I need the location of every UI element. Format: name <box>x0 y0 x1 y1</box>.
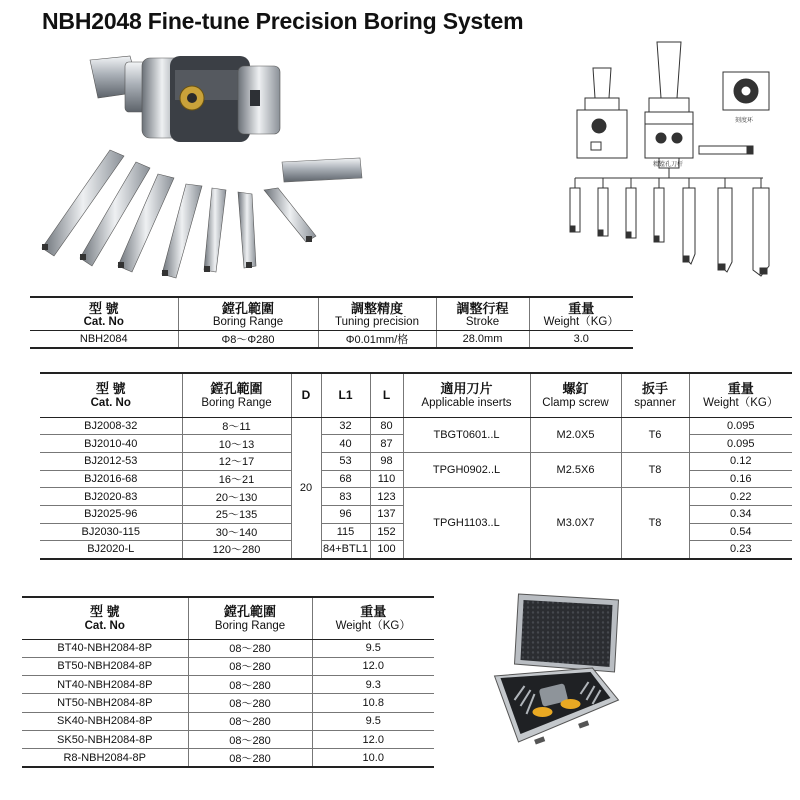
table-cell: 83 <box>321 488 370 506</box>
table-cell: BJ2012-53 <box>40 452 182 470</box>
table-cell: 型 號 <box>88 301 119 316</box>
table-cell: M2.0X5 <box>530 417 621 452</box>
table-cell: Boring Range <box>212 315 284 328</box>
table-cell: Weight（KG） <box>703 396 779 409</box>
table-row <box>40 452 792 470</box>
table-cell: 調整精度 <box>350 301 403 316</box>
boring-tools-photo <box>20 40 400 290</box>
table-cell: 08～280 <box>188 676 312 694</box>
table-cell: Clamp screw <box>542 396 609 409</box>
table-row <box>22 676 434 694</box>
table-cell: 20 <box>291 417 321 559</box>
table-cell: BJ2025-96 <box>40 505 182 523</box>
table-cell: BJ2010-40 <box>40 435 182 453</box>
table-cell: 0.16 <box>689 470 792 488</box>
table-cell: 08～280 <box>188 749 312 767</box>
table-cell: 0.54 <box>689 523 792 541</box>
table-cell: 152 <box>370 523 403 541</box>
table-cell: 110 <box>370 470 403 488</box>
table-cell: 08～280 <box>188 639 312 657</box>
table-cell: T6 <box>621 417 689 452</box>
table-cell: 16～21 <box>182 470 291 488</box>
table-row <box>22 639 434 657</box>
table-cell: 9.3 <box>312 676 434 694</box>
table-cell: 137 <box>370 505 403 523</box>
table-cell: 115 <box>321 523 370 541</box>
table-cell: 重量 <box>727 381 754 397</box>
table-cell: M2.5X6 <box>530 452 621 487</box>
table-cell: M3.0X7 <box>530 488 621 559</box>
table-cell: 80 <box>370 417 403 435</box>
table-row <box>40 488 792 506</box>
assembly-diagram <box>565 38 785 288</box>
table-cell: BJ2016-68 <box>40 470 182 488</box>
table-cell: spanner <box>634 396 676 409</box>
table-cell: 96 <box>321 505 370 523</box>
table-cell: 型 號 <box>89 604 120 620</box>
table-cell: 08～280 <box>188 657 312 675</box>
table-cell: 0.095 <box>689 435 792 453</box>
header-stroke <box>436 297 529 330</box>
table-cell: 8～11 <box>182 417 291 435</box>
table-cell: R8-NBH2084-8P <box>63 751 147 764</box>
table-cell: 30～140 <box>182 523 291 541</box>
table-row <box>22 657 434 675</box>
table-cell: Boring Range <box>214 619 286 632</box>
table-cell: Φ0.01mm/格 <box>318 330 436 348</box>
table-cell: NT50-NBH2084-8P <box>22 694 188 712</box>
table-cell: 87 <box>370 435 403 453</box>
table-cell: 重量 <box>568 301 595 316</box>
table-cell: 調整行程 <box>456 301 509 316</box>
table-cell: Cat. No <box>83 315 124 328</box>
table-row <box>30 330 633 348</box>
table-cell: 螺釘 <box>562 381 589 397</box>
table-cell: 3.0 <box>529 330 633 348</box>
table-cell: 型 號 <box>95 381 126 397</box>
header-cat-no <box>30 297 178 330</box>
table-cell: 12.0 <box>312 730 434 748</box>
boring-sets-table <box>22 596 434 768</box>
table-cell: Applicable inserts <box>421 396 512 409</box>
table-cell: BJ2020-L <box>40 541 182 559</box>
table-cell: 28.0mm <box>436 330 529 348</box>
table-cell: BT40-NBH2084-8P <box>22 639 188 657</box>
table-row <box>22 712 434 730</box>
table-cell: Boring Range <box>201 396 272 409</box>
table-cell: 08～280 <box>188 694 312 712</box>
table-cell: 100 <box>370 541 403 559</box>
table-cell: T8 <box>621 488 689 559</box>
page-title: NBH2048 Fine-tune Precision Boring System <box>42 8 524 34</box>
table-cell: SK40-NBH2084-8P <box>22 712 188 730</box>
table-cell: Weight（KG） <box>543 315 619 328</box>
table-cell: Cat. No <box>84 619 125 632</box>
table-cell: NT40-NBH2084-8P <box>22 676 188 694</box>
table-cell: 0.12 <box>689 452 792 470</box>
table-cell: BJ2030-115 <box>40 523 182 541</box>
table-cell: 08～280 <box>188 712 312 730</box>
table-cell: SK50-NBH2084-8P <box>22 730 188 748</box>
table-cell: 10.8 <box>312 694 434 712</box>
table-cell: TPGH1103..L <box>403 488 530 559</box>
table-cell: TPGH0902..L <box>403 452 530 487</box>
table-cell: 98 <box>370 452 403 470</box>
table-cell: 12.0 <box>312 657 434 675</box>
table-cell: 84+BTL1 <box>321 541 370 559</box>
table-cell: 適用刀片 <box>440 381 493 397</box>
table-cell: T8 <box>621 452 689 487</box>
table-cell: 9.5 <box>312 712 434 730</box>
table-cell: BJ2008-32 <box>40 417 182 435</box>
table-cell: Tuning precision <box>335 315 419 328</box>
table-cell: 9.5 <box>312 639 434 657</box>
table-cell: 25～135 <box>182 505 291 523</box>
table-cell: TBGT0601..L <box>403 417 530 452</box>
table-cell: 鏜孔範圍 <box>221 301 274 316</box>
table-cell: 0.22 <box>689 488 792 506</box>
table-cell: 40 <box>321 435 370 453</box>
main-spec-table <box>30 296 633 349</box>
header-weight <box>529 297 633 330</box>
table-cell: Cat. No <box>90 396 131 409</box>
table-cell: 120～280 <box>182 541 291 559</box>
table-cell: 12～17 <box>182 452 291 470</box>
table-cell: Φ8～Φ280 <box>178 330 318 348</box>
table-cell: L1 <box>321 373 370 417</box>
tool-case-photo <box>488 590 623 750</box>
table-cell: 0.095 <box>689 417 792 435</box>
table-cell: 鏜孔範圍 <box>210 381 263 397</box>
table-cell: 0.23 <box>689 541 792 559</box>
table-cell: 20～130 <box>182 488 291 506</box>
table-row <box>40 417 792 435</box>
table-row <box>22 694 434 712</box>
table-cell: 32 <box>321 417 370 435</box>
table-cell: BJ2020-83 <box>40 488 182 506</box>
table-cell: 扳手 <box>641 381 668 397</box>
table-row <box>22 749 434 767</box>
table-cell: NBH2084 <box>79 332 128 345</box>
table-cell: D <box>291 373 321 417</box>
table-cell: 0.34 <box>689 505 792 523</box>
header-boring-range <box>178 297 318 330</box>
table-cell: 10～13 <box>182 435 291 453</box>
table-cell: 68 <box>321 470 370 488</box>
table-cell: 重量 <box>360 604 387 620</box>
table-cell: Stroke <box>465 315 500 328</box>
scale-ring-label: 刻度环 <box>735 117 754 124</box>
table-cell: 08～280 <box>188 730 312 748</box>
table-cell: 53 <box>321 452 370 470</box>
table-cell: 123 <box>370 488 403 506</box>
boring-bar-label: 精镗孔刀杆 <box>653 161 684 168</box>
table-cell: 鏜孔範圍 <box>223 604 276 620</box>
boring-bars-table <box>40 372 792 560</box>
table-cell: Weight（KG） <box>335 619 411 632</box>
header-tuning-precision <box>318 297 436 330</box>
table-cell: 10.0 <box>312 749 434 767</box>
table-cell: L <box>370 373 403 417</box>
table-cell: BT50-NBH2084-8P <box>22 657 188 675</box>
table-row <box>22 730 434 748</box>
